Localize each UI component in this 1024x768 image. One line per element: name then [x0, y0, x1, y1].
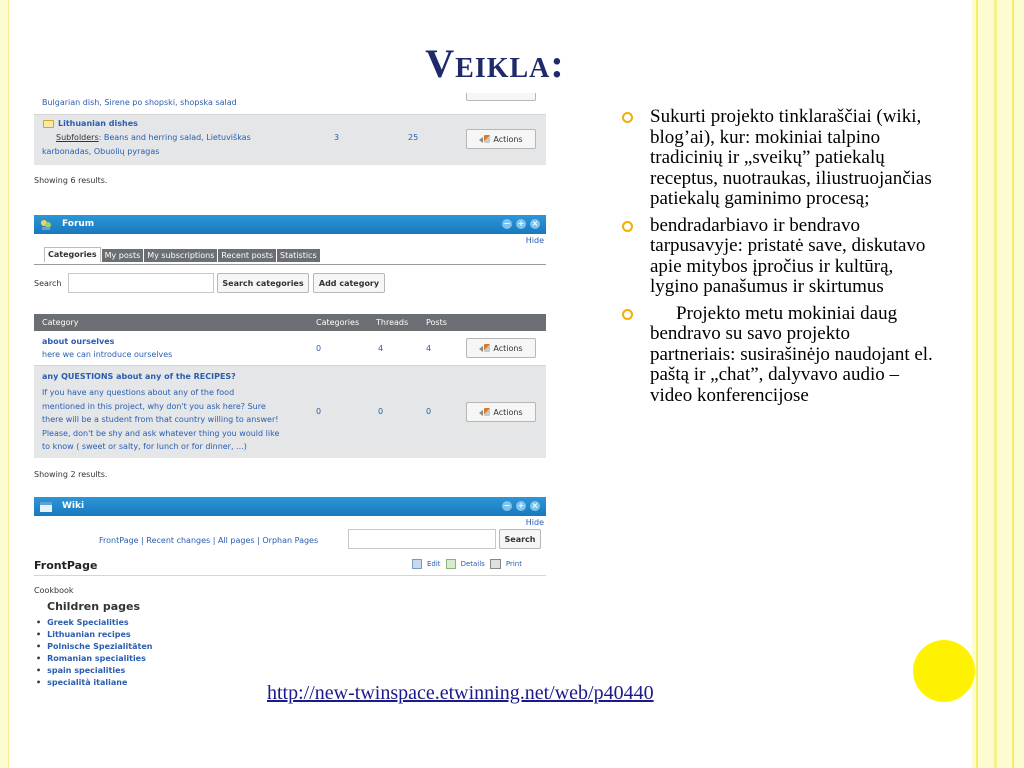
forum-search-label: Search	[34, 279, 62, 288]
slide-right-border	[972, 0, 1024, 768]
bullet-item	[622, 216, 938, 298]
project-url-link[interactable]: http://new-twinspace.etwinning.net/web/p40440	[267, 682, 654, 704]
actions-button[interactable]: Actions	[466, 129, 536, 149]
actions-icon	[479, 135, 490, 143]
list-item[interactable]: • Romanian specialities	[36, 654, 152, 666]
slide-left-border	[0, 0, 9, 768]
close-icon[interactable]: ×	[531, 501, 539, 510]
search-categories-button[interactable]: Search categories	[217, 273, 309, 293]
forum-table-header	[34, 314, 546, 331]
wiki-nav-links[interactable]: FrontPage | Recent changes | All pages | Orphan Pages	[99, 536, 319, 545]
thread-count: 0	[378, 407, 384, 416]
post-count: 4	[426, 344, 432, 353]
bullet-text: bendradarbiavo ir bendravo tarpusavyje: pristatė save, diskutavo apie mitybos įpročius ir kultūrą, lygino panašumus ir skirtumus	[650, 214, 926, 297]
details-link[interactable]: Details	[460, 560, 485, 568]
actions-icon	[479, 344, 490, 352]
forum-title: Forum	[62, 219, 95, 229]
table-row	[34, 366, 546, 458]
actions-icon	[479, 408, 490, 416]
wiki-breadcrumb[interactable]: Cookbook	[34, 586, 74, 595]
tab-categories[interactable]: Categories	[44, 247, 101, 262]
results-count: Showing 2 results.	[34, 470, 108, 479]
wiki-page-title: FrontPage	[34, 559, 98, 572]
edit-icon[interactable]	[412, 559, 422, 569]
folder-title[interactable]: Lithuanian dishes	[58, 119, 138, 128]
folder-icon	[43, 120, 54, 128]
wiki-search-input[interactable]	[348, 529, 496, 549]
subfolders-list-cont[interactable]: karbonadas, Obuolių pyragas	[42, 147, 160, 156]
col-posts: Posts	[426, 318, 447, 327]
forum-tabs	[44, 249, 320, 262]
post-count: 0	[426, 407, 432, 416]
actions-button[interactable]: Actions	[466, 338, 536, 358]
bullet-circle-icon	[622, 309, 633, 320]
forum-hide-link[interactable]: Hide	[525, 236, 544, 245]
bullet-circle-icon	[622, 221, 633, 232]
subfolders-list[interactable]: : Beans and herring salad, Lietuviškas	[98, 133, 251, 142]
category-title[interactable]: any QUESTIONS about any of the RECIPES?	[42, 372, 236, 381]
subfolders-label: Subfolders	[56, 133, 99, 142]
folder-row-lithuanian	[34, 115, 546, 165]
close-icon[interactable]: ×	[531, 219, 539, 228]
list-item[interactable]: • Greek Specialities	[36, 618, 152, 630]
slide-title: Veikla:	[425, 41, 565, 86]
category-count: 0	[316, 344, 322, 353]
wiki-header	[34, 497, 546, 516]
list-item[interactable]: • Polnische Spezialitäten	[36, 642, 152, 654]
wiki-search-button[interactable]: Search	[499, 529, 541, 549]
actions-button[interactable]	[466, 93, 536, 101]
expand-icon[interactable]: +	[517, 501, 525, 510]
wiki-icon	[40, 501, 52, 512]
tab-statistics[interactable]: Statistics	[277, 249, 320, 262]
minimize-icon[interactable]: −	[503, 501, 511, 510]
list-item[interactable]: • spain specialities	[36, 666, 152, 678]
thread-count: 4	[378, 344, 384, 353]
tab-my-subscriptions[interactable]: My subscriptions	[144, 249, 217, 262]
category-title[interactable]: about ourselves	[42, 337, 115, 346]
details-icon[interactable]	[446, 559, 456, 569]
wiki-title: Wiki	[62, 501, 85, 511]
tab-recent-posts[interactable]: Recent posts	[218, 249, 276, 262]
bullet-item	[622, 107, 938, 210]
list-item[interactable]: • Lithuanian recipes	[36, 630, 152, 642]
expand-icon[interactable]: +	[517, 219, 525, 228]
bullet-list	[622, 107, 938, 412]
add-category-button[interactable]: Add category	[313, 273, 385, 293]
minimize-icon[interactable]: −	[503, 219, 511, 228]
folder-row-text[interactable]: Bulgarian dish, Sirene po shopski, shopska salad	[42, 98, 237, 107]
category-desc: If you have any questions about any of the food mentioned in this project, why don't you ask here? Sure there will be a student from that country willing to answer! Please, don't be shy and ask whatever thing you would like to know ( sweet or salty, for lunch or for dinner, ...)	[42, 388, 280, 451]
forum-search-input[interactable]	[68, 273, 214, 293]
children-pages-heading: Children pages	[47, 600, 141, 613]
col-threads: Threads	[376, 318, 409, 327]
bullet-text: Sukurti projekto tinklaraščiai (wiki, blog’ai), kur: mokiniai talpino tradicinių ir „sveikų” patiekalų receptus, nuotraukas, iliustruojančias patiekalų gaminimo procesą;	[650, 106, 932, 209]
folder-items: 25	[408, 133, 419, 142]
wiki-page-actions	[412, 559, 522, 569]
table-row	[34, 331, 546, 365]
print-link[interactable]: Print	[505, 560, 522, 568]
category-count: 0	[316, 407, 322, 416]
col-category: Category	[42, 318, 79, 327]
twinspace-screenshot	[34, 93, 546, 707]
col-categories: Categories	[316, 318, 360, 327]
list-item[interactable]: • specialità italiane	[36, 678, 152, 690]
folder-row	[34, 93, 546, 113]
bullet-circle-icon	[622, 112, 633, 123]
actions-button[interactable]: Actions	[466, 402, 536, 422]
wiki-hide-link[interactable]: Hide	[525, 518, 544, 527]
bullet-item	[622, 304, 938, 407]
print-icon[interactable]	[490, 559, 501, 569]
results-count: Showing 6 results.	[34, 176, 108, 185]
children-pages-list	[36, 618, 152, 690]
tab-my-posts[interactable]: My posts	[102, 249, 144, 262]
edit-link[interactable]: Edit	[427, 560, 441, 568]
forum-header	[34, 215, 546, 234]
folder-count: 3	[334, 133, 340, 142]
decorative-yellow-circle	[913, 640, 975, 702]
forum-icon	[40, 219, 52, 230]
bullet-text: Projekto metu mokiniai daug bendravo su savo projekto partneriais: susirašinėjo naudojant el. paštą ir „chat”, dalyvavo audio – video konferencijose	[650, 302, 933, 406]
category-desc: here we can introduce ourselves	[42, 350, 173, 359]
